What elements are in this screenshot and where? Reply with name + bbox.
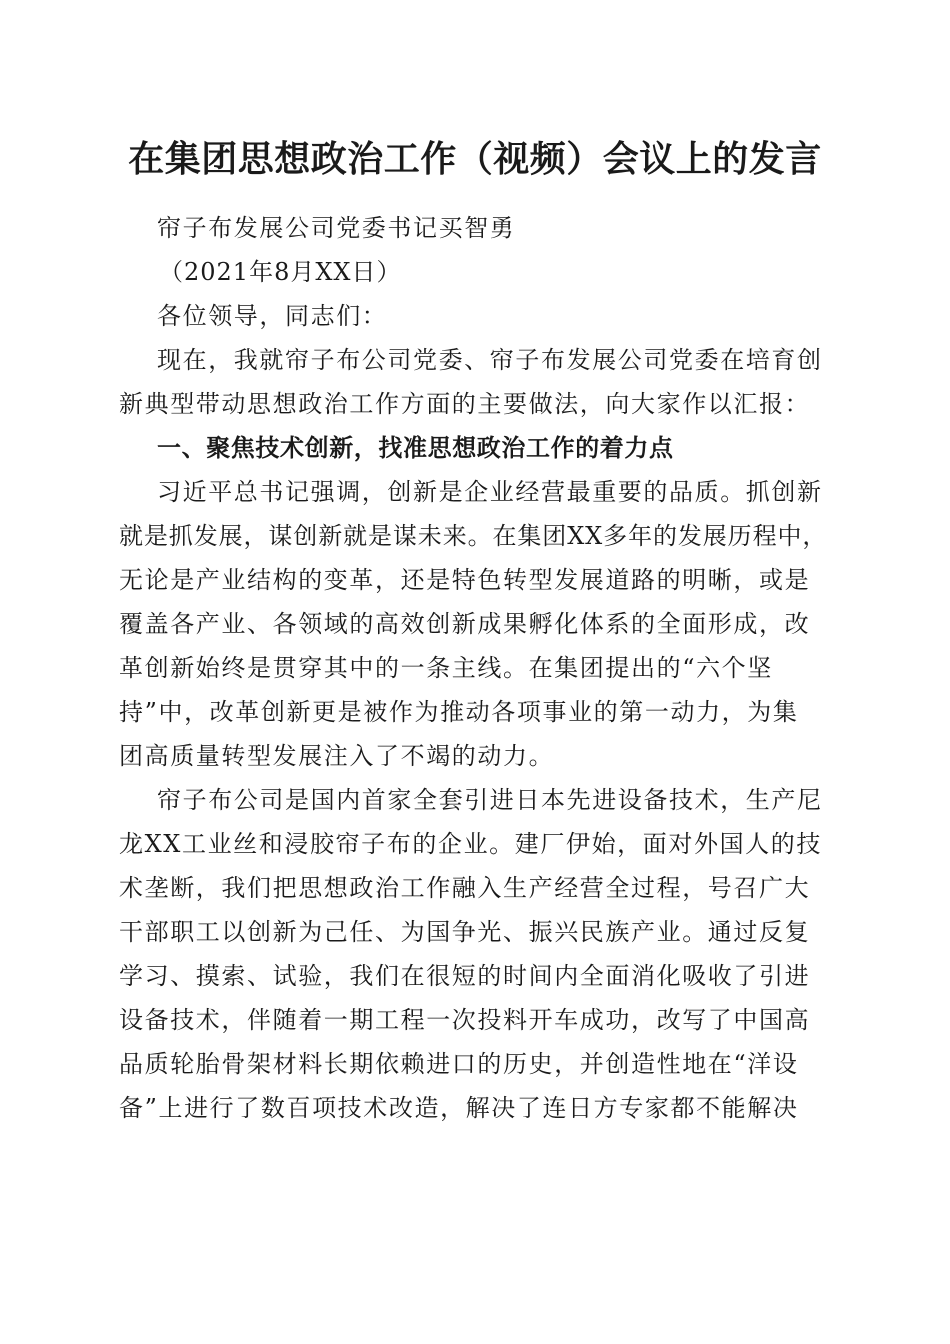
paragraph-line: 习近平总书记强调，创新是企业经营最重要的品质。抓创新	[157, 478, 823, 506]
paragraph-line: 团高质量转型发展注入了不竭的动力。	[119, 742, 555, 770]
salutation: 各位领导，同志们：	[157, 302, 388, 330]
intro-paragraph	[119, 338, 831, 426]
paragraph-line: 备”上进行了数百项技术改造，解决了连日方专家都不能解决	[119, 1094, 799, 1122]
paragraph-line: 现在，我就帘子布公司党委、帘子布发展公司党委在培育创	[157, 346, 823, 374]
paragraph-line: 干部职工以创新为己任、为国争光、振兴民族产业。通过反复	[119, 918, 811, 946]
paragraph-line: 革创新始终是贯穿其中的一条主线。在集团提出的“六个坚	[119, 654, 773, 682]
document-body	[119, 206, 831, 1130]
paragraph-line: 术垄断，我们把思想政治工作融入生产经营全过程，号召广大	[119, 874, 811, 902]
paragraph-line: 覆盖各产业、各领域的高效创新成果孵化体系的全面形成，改	[119, 610, 811, 638]
paragraph-line: 品质轮胎骨架材料长期依赖进口的历史，并创造性地在“洋设	[119, 1050, 799, 1078]
section-heading: 一、聚焦技术创新，找准思想政治工作的着力点	[157, 434, 674, 462]
paragraph-line: 帘子布公司是国内首家全套引进日本先进设备技术，生产尼	[157, 786, 823, 814]
section-paragraph-1	[119, 470, 831, 778]
paragraph-line: 无论是产业结构的变革，还是特色转型发展道路的明晰，或是	[119, 566, 811, 594]
section-paragraph-2	[119, 778, 831, 1130]
paragraph-line: 就是抓发展，谋创新就是谋未来。在集团XX多年的发展历程中，	[119, 522, 828, 550]
paragraph-line: 新典型带动思想政治工作方面的主要做法，向大家作以汇报：	[119, 390, 811, 418]
paragraph-line: 龙XX工业丝和浸胶帘子布的企业。建厂伊始，面对外国人的技	[119, 830, 822, 858]
paragraph-line: 持”中，改革创新更是被作为推动各项事业的第一动力，为集	[119, 698, 799, 726]
paragraph-line: 学习、摸索、试验，我们在很短的时间内全面消化吸收了引进	[119, 962, 811, 990]
document-title: 在集团思想政治工作（视频）会议上的发言	[128, 139, 822, 180]
author-line: 帘子布发展公司党委书记买智勇	[157, 214, 516, 242]
paragraph-line: 设备技术，伴随着一期工程一次投料开车成功，改写了中国高	[119, 1006, 811, 1034]
date-line: （2021年8月XX日）	[159, 258, 402, 286]
